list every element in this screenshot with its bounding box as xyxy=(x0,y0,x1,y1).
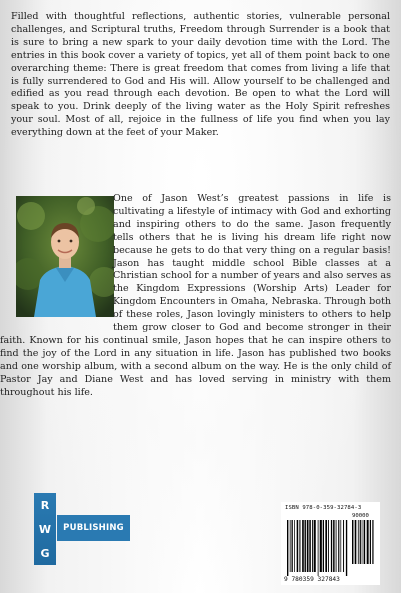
barcode-bar xyxy=(338,520,339,572)
barcode-bar xyxy=(290,520,291,572)
barcode-icon xyxy=(285,520,377,576)
isbn-barcode xyxy=(281,502,380,585)
barcode-bar xyxy=(287,520,288,576)
logo-letters-column xyxy=(34,493,56,565)
logo-publishing-bar xyxy=(57,515,130,541)
barcode-bar xyxy=(299,520,300,572)
author-bio-text: One of Jason West’s greatest passions in life is cultivating a lifestyle of intimacy with God and exhorting and inspiring others to do the same. Jason frequently tells others that he is living his dream life right now because he gets to do that very thing on a regular basis! Jason has taught middle school Bible classes at a Christian school for a number of years and also serves as the Kingdom Expressions (Worship Arts) Leader for Kingdom Encounters in Omaha, Nebraska. Through both of these roles, Jason lovingly ministers to others to help them grow closer to God and become stronger in their faith. Known for his continual smile, Jason hopes that he can inspire others to find the joy of the Lord in any situation in life. Jason has published two books and one worship album, with a second album on the way. He is the only child of Pastor Jay and Diane West and has loved serving in ministry with them throughout his life. xyxy=(0,193,391,398)
barcode-bar xyxy=(370,520,371,564)
barcode-bar xyxy=(305,520,306,572)
barcode-bar xyxy=(307,520,309,572)
price-addon: 90000 xyxy=(352,513,369,519)
barcode-bar xyxy=(355,520,357,564)
barcode-bar xyxy=(372,520,373,564)
barcode-bar xyxy=(336,520,337,572)
logo-publishing-text: PUBLISHING xyxy=(63,523,124,533)
barcode-bar xyxy=(318,520,319,576)
ean-number: 9 780359 327843 xyxy=(284,576,340,583)
author-bio xyxy=(0,193,391,400)
barcode-bar xyxy=(362,520,363,564)
barcode-bar xyxy=(320,520,322,572)
barcode-bar xyxy=(314,520,316,572)
photo-text-wrap-spacer xyxy=(0,193,113,323)
logo-letter-r: R xyxy=(40,498,50,512)
barcode-bar xyxy=(343,520,344,572)
barcode-bar xyxy=(325,520,327,572)
barcode-bar xyxy=(294,520,295,572)
barcode-bar xyxy=(360,520,361,564)
barcode-bar xyxy=(302,520,304,572)
barcode-bar xyxy=(292,520,293,572)
back-cover-blurb: Filled with thoughtful reflections, authentic stories, vulnerable personal challenges, and Scriptural truths, Freedom through Surrender is a book that is sure to bring a new spark to your daily devotion time with the Lord. The entries in this book cover a variety of topics, yet all of them point back to one overarching theme: There is great freedom that comes from living a life that is fully surrendered to God and His will. Allow yourself to be challenged and edified as you read through each devotion. Be open to what the Lord will speak to you. Drink deeply of the living water as the Holy Spirit refreshes your soul. Most of all, rejoice in the fullness of life you find when you lay everything down at the feet of your Maker. xyxy=(11,11,390,139)
isbn-number: ISBN 978-0-359-32784-3 xyxy=(285,505,362,511)
rwg-publishing-logo xyxy=(34,493,130,565)
barcode-bar xyxy=(358,520,359,564)
barcode-bar xyxy=(367,520,369,564)
barcode-bar xyxy=(323,520,324,572)
barcode-bar xyxy=(340,520,341,572)
barcode-bar xyxy=(297,520,299,572)
barcode-bar xyxy=(309,520,311,572)
barcode-bar xyxy=(333,520,334,572)
barcode-bar xyxy=(312,520,313,572)
barcode-bar xyxy=(352,520,353,564)
barcode-bar xyxy=(331,520,332,572)
barcode-bar xyxy=(328,520,329,572)
logo-letter-g: G xyxy=(40,546,50,560)
barcode-bar xyxy=(364,520,366,564)
logo-letter-w: W xyxy=(38,522,52,536)
barcode-bar xyxy=(346,520,347,576)
